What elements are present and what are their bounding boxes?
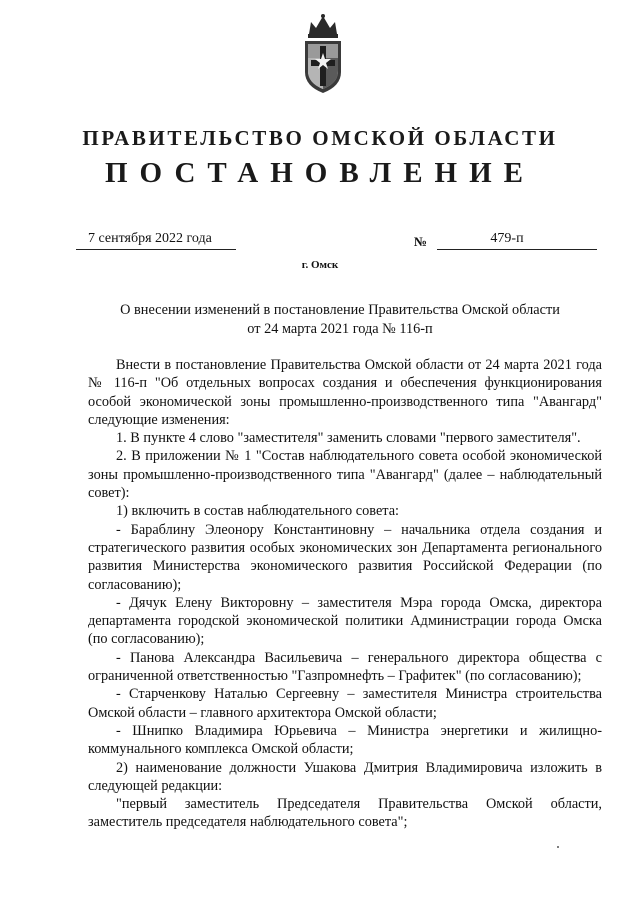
paragraph-member-panov: - Панова Александра Васильевича – генерального директора общества с ограниченной ответственностью "Газпромнефть – Графитек" (по согласованию); <box>88 649 602 685</box>
document-type: ПОСТАНОВЛЕНИЕ <box>104 157 535 189</box>
document-number: 479-п <box>437 231 597 250</box>
coat-of-arms-icon <box>296 12 350 96</box>
subject-line-2: от 24 марта 2021 года № 116-п <box>247 321 433 337</box>
number-sign: № <box>414 234 428 249</box>
paragraph-item-2: 2. В приложении № 1 "Состав наблюдательного совета особой экономической зоны промышленно-производственного типа "Авангард" (далее – наблюдательный совет): <box>88 448 602 502</box>
paragraph-member-barablina: - Бараблину Элеонору Константиновну – начальника отдела создания и стратегического развития особых экономических зон Департамента регионального развития Министерства экономического развития Российской Федерации (по согласованию); <box>88 521 602 593</box>
scan-speck <box>557 846 559 848</box>
document-subject <box>80 301 600 339</box>
paragraph-intro: Внести в постановление Правительства Омской области от 24 марта 2021 года № 116-п "Об отдельных вопросах создания и обеспечения функционирования особой экономической зоны промышленно-производственного типа "Авангард" следующие изменения: <box>88 357 602 428</box>
paragraph-member-dyachuk: - Дячук Елену Викторовну – заместителя Мэра города Омска, директора департамента городской экономической политики Администрации города Омска (по согласованию); <box>88 594 602 648</box>
document-date: 7 сентября 2022 года <box>76 231 236 250</box>
paragraph-member-starchenkova: - Старченкову Наталью Сергеевну – заместителя Министра строительства Омской области – главного архитектора Омской области; <box>88 686 602 721</box>
paragraph-subitem-2: 2) наименование должности Ушакова Дмитрия Владимировича изложить в следующей редакции: <box>88 759 602 794</box>
document-body <box>88 356 602 832</box>
organization-name: ПРАВИТЕЛЬСТВО ОМСКОЙ ОБЛАСТИ <box>82 126 558 150</box>
city: г. Омск <box>301 259 339 271</box>
paragraph-subitem-1: 1) включить в состав наблюдательного совета: <box>116 503 400 520</box>
paragraph-item-1: 1. В пункте 4 слово "заместителя" заменить словами "первого заместителя". <box>116 430 581 447</box>
paragraph-new-title: "первый заместитель Председателя Правительства Омской области, заместитель председателя наблюдательного совета"; <box>88 796 602 831</box>
subject-line-1: О внесении изменений в постановление Правительства Омской области <box>120 302 560 318</box>
paragraph-member-shnipko: - Шнипко Владимира Юрьевича – Министра энергетики и жилищно-коммунального комплекса Омской области; <box>88 722 602 758</box>
